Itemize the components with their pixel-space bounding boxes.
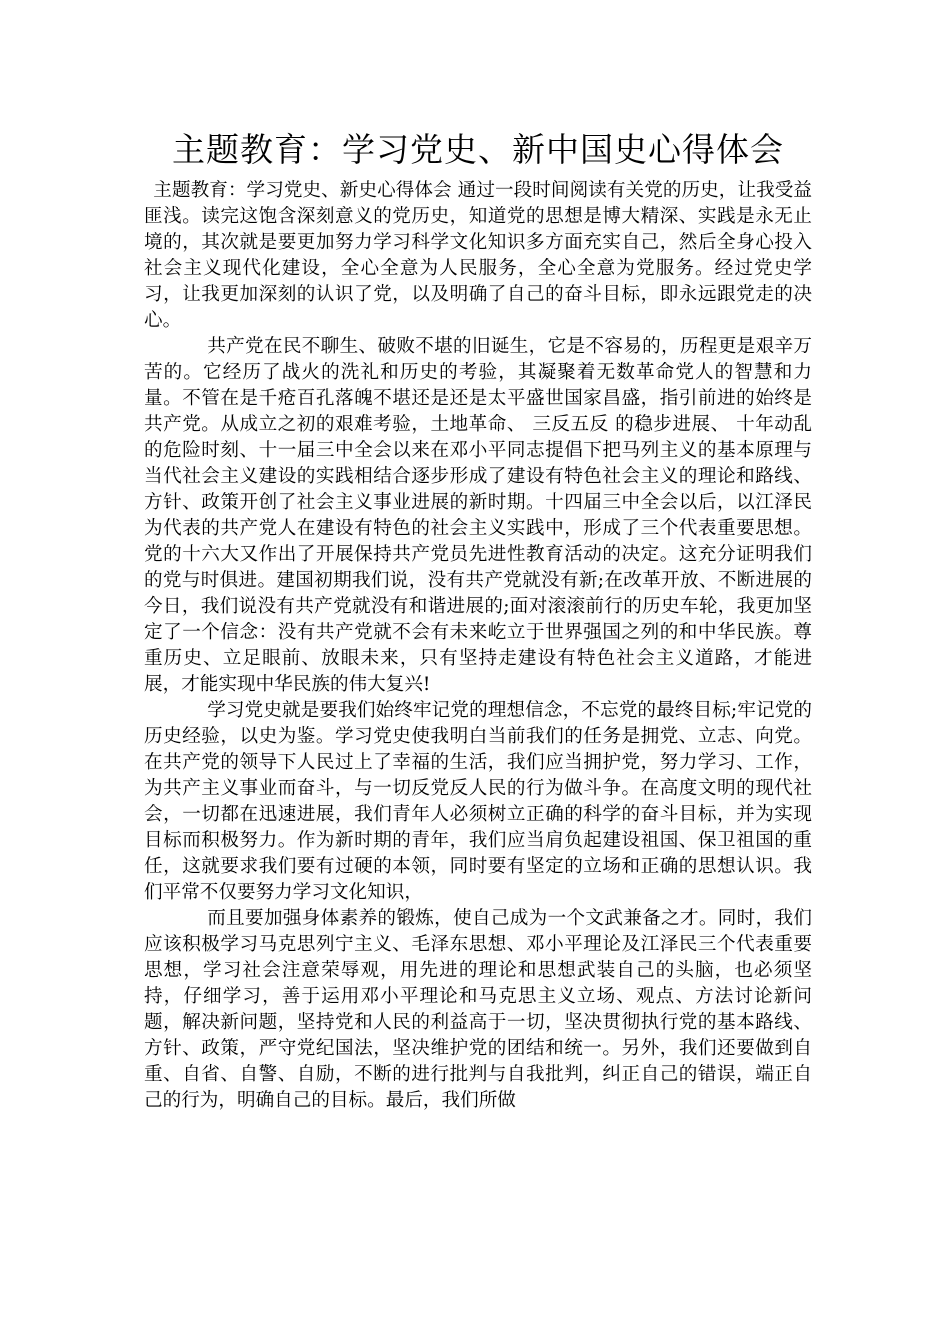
paragraph-intro: 主题教育：学习党史、新史心得体会 通过一段时间阅读有关党的历史，让我受益匪浅。读完这饱含深刻意义的党历史，知道党的思想是博大精深、实践是永无止境的，其次就是要更加努力学习科学文化知识多方面充实自己，然后全身心投入社会主义现代化建设，全心全意为人民服务，全心全意为党服务。经过党史学习，让我更加深刻的认识了党，以及明确了自己的奋斗目标，即永远跟党走的决心。: [144, 180, 812, 331]
paragraph-study-goals: 学习党史就是要我们始终牢记党的理想信念，不忘党的最终目标;牢记党的历史经验，以史为鉴。学习党史使我明白当前我们的任务是拥党、立志、向党。在共产党的领导下人民过上了幸福的生活，我们应当拥护党，努力学习、工作，为共产主义事业而奋斗，与一切反党反人民的行为做斗争。在高度文明的现代社会，一切都在迅速进展，我们青年人必须树立正确的科学的奋斗目标，并为实现目标而积极努力。作为新时期的青年，我们应当肩负起建设祖国、保卫祖国的重任，这就要求我们要有过硬的本领，同时要有坚定的立场和正确的思想认识。我们平常不仅要努力学习文化知识，: [144, 700, 812, 903]
paragraph-party-history: 共产党在民不聊生、破败不堪的旧诞生，它是不容易的，历程更是艰辛万苦的。它经历了战火的洗礼和历史的考验，其凝聚着无数革命党人的智慧和力量。不管在是千疮百孔落魄不堪还是还是太平盛世国家昌盛，指引前进的始终是共产党。从成立之初的艰难考验，土地革命、 三反五反 的稳步进展、 十年动乱 的危险时刻、十一届三中全会以来在邓小平同志提倡下把马列主义的基本原理与当代社会主义建设的实践相结合逐步形成了建设有特色社会主义的理论和路线、方针、政策开创了社会主义事业进展的新时期。十四届三中全会以后，以江泽民为代表的共产党人在建设有特色的社会主义实践中，形成了三个代表重要思想。党的十六大又作出了开展保持共产党员先进性教育活动的决定。这充分证明我们的党与时俱进。建国初期我们说，没有共产党就没有新;在改革开放、不断进展的今日，我们说没有共产党就没有和谐进展的;面对滚滚前行的历史车轮，我更加坚定了一个信念：没有共产党就不会有未来屹立于世界强国之列的和中华民族。尊重历史、立足眼前、放眼未来，只有坚持走建设有特色社会主义道路，才能进展，才能实现中华民族的伟大复兴!: [144, 336, 812, 695]
document-page: [144, 128, 812, 1114]
document-title: 主题教育：学习党史、新中国史心得体会: [172, 130, 784, 169]
paragraph-self-improvement: 而且要加强身体素养的锻炼，使自己成为一个文武兼备之才。同时，我们应该积极学习马克思列宁主义、毛泽东思想、邓小平理论及江泽民三个代表重要思想，学习社会注意荣辱观，用先进的理论和思想武装自己的头脑，也必须坚持，仔细学习，善于运用邓小平理论和马克思主义立场、观点、方法讨论新问题，解决新问题，坚持党和人民的利益高于一切，坚决贯彻执行党的基本路线、方针、政策，严守党纪国法，坚决维护党的团结和统一。另外，我们还要做到自重、自省、自警、自励，不断的进行批判与自我批判，纠正自己的错误，端正自己的行为，明确自己的目标。最后，我们所做: [144, 908, 812, 1111]
